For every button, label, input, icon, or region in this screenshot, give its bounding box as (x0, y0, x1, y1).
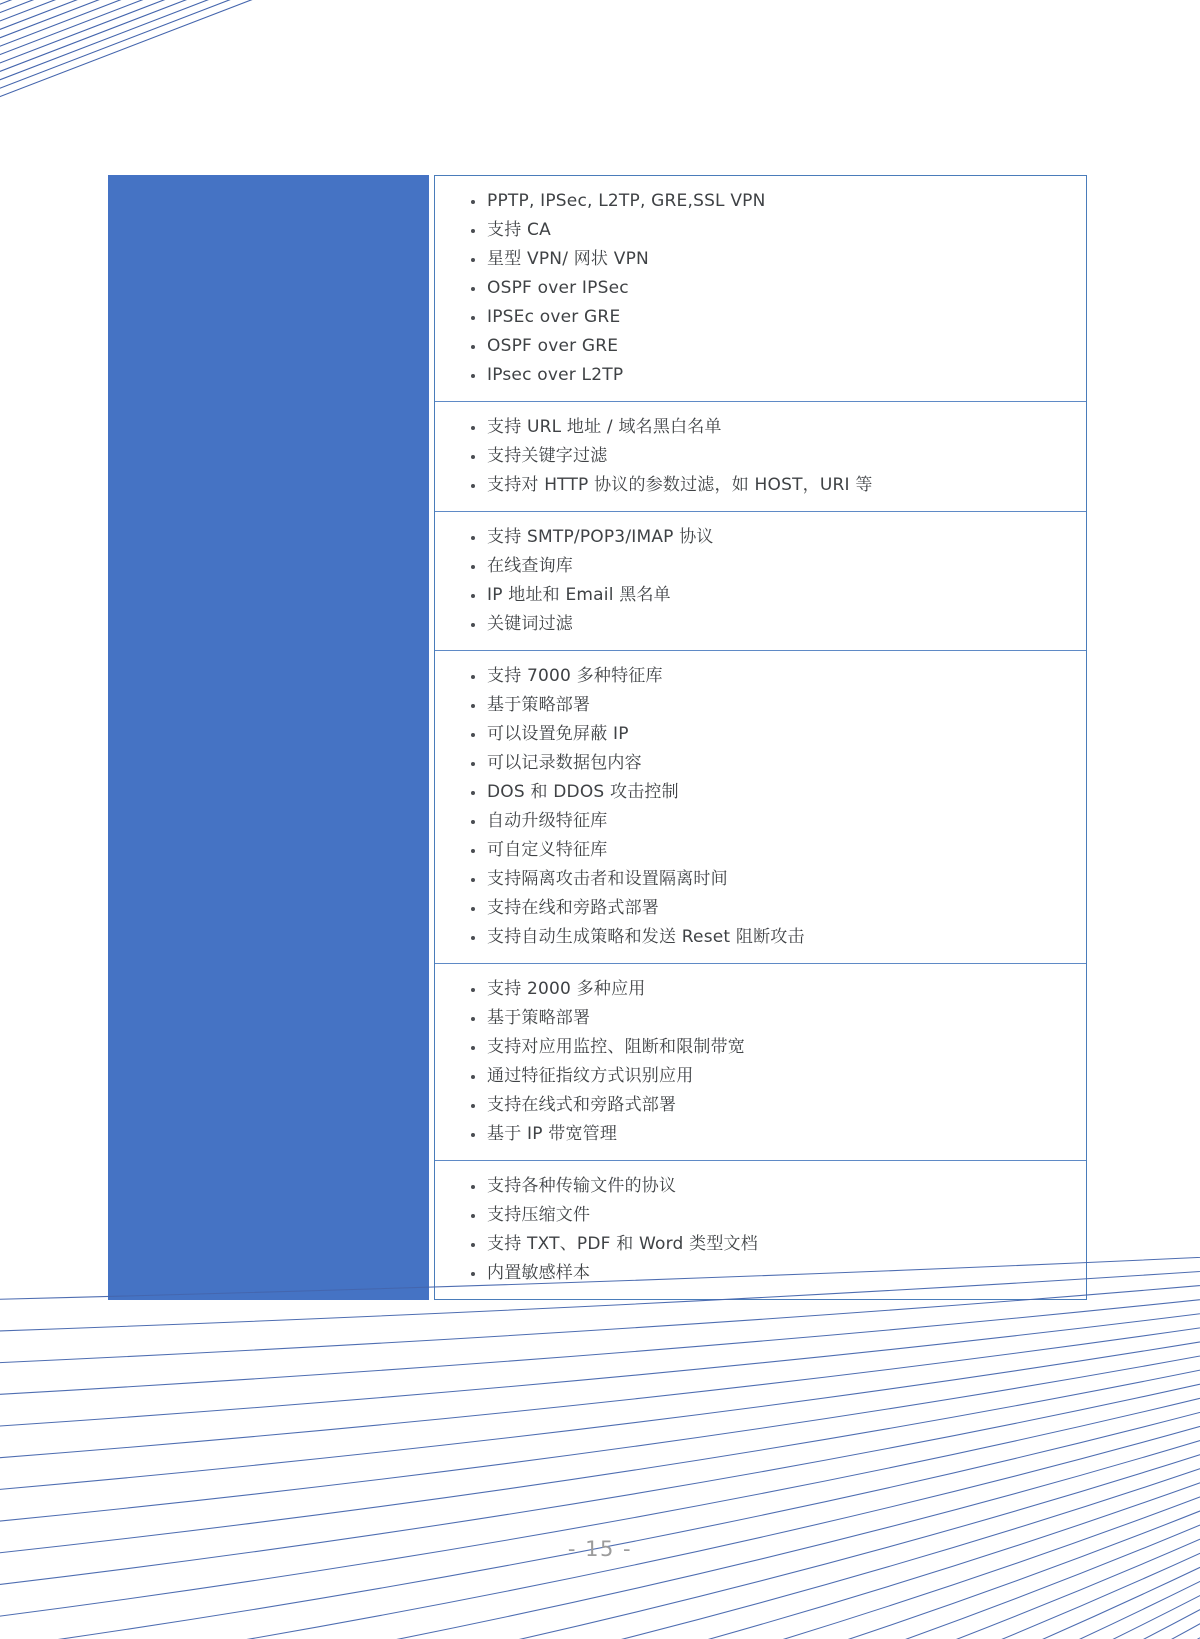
list-item (470, 581, 1062, 610)
list-item (470, 894, 1062, 923)
feature-list (435, 662, 1086, 952)
list-item-text: 支持 SMTP/POP3/IMAP 协议 (487, 527, 714, 547)
bullet-icon (471, 455, 475, 459)
list-item-text: 支持 CA (487, 220, 551, 240)
spec-table (108, 175, 1087, 1300)
bullet-icon (471, 675, 475, 679)
bottom-wave-lines-decoration (0, 1250, 1200, 1639)
list-item (470, 610, 1062, 639)
list-item-text: IPsec over L2TP (487, 365, 624, 385)
list-item (470, 442, 1062, 471)
bullet-icon (471, 791, 475, 795)
bullet-icon (471, 762, 475, 766)
list-item (470, 923, 1062, 952)
feature-list (435, 975, 1086, 1149)
bullet-icon (471, 988, 475, 992)
list-item-text: IPSEc over GRE (487, 307, 621, 327)
top-left-corner-lines-decoration (0, 0, 420, 150)
list-item (470, 662, 1062, 691)
list-item-text: 支持隔离攻击者和设置隔离时间 (487, 869, 728, 889)
bullet-icon (471, 484, 475, 488)
feature-list (435, 187, 1086, 390)
table-row (435, 402, 1086, 512)
list-item-text: 基于 IP 带宽管理 (487, 1124, 618, 1144)
list-item (470, 720, 1062, 749)
list-item-text: 支持 7000 多种特征库 (487, 666, 663, 686)
list-item (470, 1201, 1062, 1230)
list-item (470, 975, 1062, 1004)
bullet-icon (471, 1272, 475, 1276)
list-item-text: 支持在线和旁路式部署 (487, 898, 659, 918)
list-item (470, 216, 1062, 245)
list-item (470, 807, 1062, 836)
bullet-icon (471, 426, 475, 430)
list-item (470, 691, 1062, 720)
bullet-icon (471, 1104, 475, 1108)
list-item-text: 支持关键字过滤 (487, 446, 608, 466)
table-row (435, 1161, 1086, 1299)
bullet-icon (471, 345, 475, 349)
list-item (470, 836, 1062, 865)
list-item-text: OSPF over GRE (487, 336, 619, 356)
list-item (470, 413, 1062, 442)
list-item (470, 1091, 1062, 1120)
bullet-icon (471, 229, 475, 233)
list-item (470, 1120, 1062, 1149)
bullet-icon (471, 1185, 475, 1189)
list-item-text: OSPF over IPSec (487, 278, 629, 298)
list-item-text: 支持对 HTTP 协议的参数过滤，如 HOST，URI 等 (487, 475, 873, 495)
bullet-icon (471, 623, 475, 627)
bullet-icon (471, 1075, 475, 1079)
feature-list (435, 523, 1086, 639)
list-item-text: 支持在线式和旁路式部署 (487, 1095, 677, 1115)
list-item (470, 187, 1062, 216)
bullet-icon (471, 936, 475, 940)
list-item (470, 1062, 1062, 1091)
table-category-column (108, 175, 429, 1300)
bullet-icon (471, 733, 475, 737)
list-item (470, 332, 1062, 361)
list-item-text: 在线查询库 (487, 556, 573, 576)
list-item-text: 内置敏感样本 (487, 1263, 591, 1283)
bullet-icon (471, 878, 475, 882)
bullet-icon (471, 1046, 475, 1050)
list-item-text: IP 地址和 Email 黑名单 (487, 585, 671, 605)
bullet-icon (471, 536, 475, 540)
bullet-icon (471, 820, 475, 824)
list-item (470, 274, 1062, 303)
list-item-text: 自动升级特征库 (487, 811, 608, 831)
list-item (470, 361, 1062, 390)
list-item (470, 245, 1062, 274)
list-item-text: PPTP, IPSec, L2TP, GRE,SSL VPN (487, 191, 766, 211)
feature-list (435, 1172, 1086, 1288)
bullet-icon (471, 374, 475, 378)
list-item (470, 1004, 1062, 1033)
list-item-text: 可以记录数据包内容 (487, 753, 642, 773)
bullet-icon (471, 1214, 475, 1218)
table-row (435, 176, 1086, 402)
list-item-text: 支持 TXT、PDF 和 Word 类型文档 (487, 1234, 758, 1254)
list-item (470, 749, 1062, 778)
list-item (470, 471, 1062, 500)
list-item-text: 支持 URL 地址 / 域名黑白名单 (487, 417, 722, 437)
bullet-icon (471, 849, 475, 853)
bullet-icon (471, 1243, 475, 1247)
list-item-text: 基于策略部署 (487, 1008, 591, 1028)
list-item (470, 552, 1062, 581)
table-row (435, 964, 1086, 1161)
list-item (470, 303, 1062, 332)
list-item-text: 支持各种传输文件的协议 (487, 1176, 677, 1196)
table-row (435, 651, 1086, 964)
list-item-text: DOS 和 DDOS 攻击控制 (487, 782, 679, 802)
bullet-icon (471, 316, 475, 320)
list-item-text: 通过特征指纹方式识别应用 (487, 1066, 694, 1086)
list-item-text: 支持自动生成策略和发送 Reset 阻断攻击 (487, 927, 805, 947)
list-item (470, 778, 1062, 807)
list-item (470, 1172, 1062, 1201)
list-item-text: 基于策略部署 (487, 695, 591, 715)
bullet-icon (471, 704, 475, 708)
list-item (470, 865, 1062, 894)
table-feature-column (434, 175, 1087, 1300)
list-item-text: 可以设置免屏蔽 IP (487, 724, 629, 744)
list-item (470, 1033, 1062, 1062)
bullet-icon (471, 907, 475, 911)
list-item-text: 可自定义特征库 (487, 840, 608, 860)
list-item-text: 支持压缩文件 (487, 1205, 591, 1225)
list-item (470, 1230, 1062, 1259)
bullet-icon (471, 565, 475, 569)
list-item-text: 关键词过滤 (487, 614, 573, 634)
bullet-icon (471, 258, 475, 262)
list-item (470, 523, 1062, 552)
table-row (435, 512, 1086, 651)
list-item-text: 星型 VPN/ 网状 VPN (487, 249, 649, 269)
bullet-icon (471, 200, 475, 204)
list-item-text: 支持 2000 多种应用 (487, 979, 646, 999)
bullet-icon (471, 287, 475, 291)
bullet-icon (471, 594, 475, 598)
list-item (470, 1259, 1062, 1288)
list-item-text: 支持对应用监控、阻断和限制带宽 (487, 1037, 745, 1057)
bullet-icon (471, 1133, 475, 1137)
feature-list (435, 413, 1086, 500)
bullet-icon (471, 1017, 475, 1021)
page-number: - 15 - (567, 1537, 633, 1561)
